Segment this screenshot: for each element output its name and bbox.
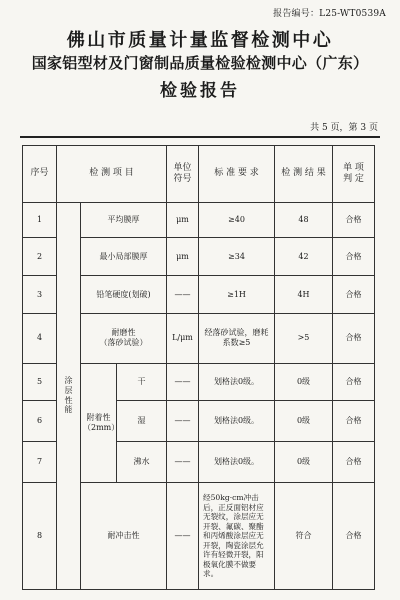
header-rule <box>20 136 380 138</box>
report-number: 报告编号：L25-WT0539A <box>273 9 386 19</box>
organization-name: 佛山市质量计量监督检测中心 <box>66 30 334 51</box>
row-requirement: ≥1H <box>199 276 275 314</box>
row-unit: μm <box>167 238 199 276</box>
row-seq: 7 <box>23 441 57 482</box>
category-label: 涂层性能 <box>64 376 73 415</box>
row-result: 0级 <box>275 441 333 482</box>
document-title: 检验报告 <box>160 81 240 101</box>
row-seq: 8 <box>23 483 57 590</box>
category-cell <box>57 202 81 589</box>
organization-subname: 国家铝型材及门窗制品质量检验检测中心（广东） <box>31 54 369 72</box>
row-requirement: ≥34 <box>199 238 275 276</box>
row-verdict: 合格 <box>333 202 375 237</box>
header-result: 检 测 结 果 <box>275 146 333 203</box>
row-result: 符合 <box>275 483 333 590</box>
row-unit: —— <box>167 441 199 482</box>
row-verdict: 合格 <box>333 363 375 401</box>
row-item: 铅笔硬度(划破) <box>81 276 167 314</box>
inspection-table <box>22 145 375 590</box>
row-unit: —— <box>167 363 199 401</box>
row-unit: μm <box>167 202 199 237</box>
row-item: 平均膜厚 <box>81 202 167 237</box>
row-result: 48 <box>275 202 333 237</box>
header-seq: 序号 <box>23 146 57 203</box>
row-item: 沸水 <box>117 441 167 482</box>
row-result: 4H <box>275 276 333 314</box>
row-seq: 3 <box>23 276 57 314</box>
row-seq: 2 <box>23 238 57 276</box>
row-unit: L/μm <box>167 313 199 363</box>
table-row <box>23 202 375 237</box>
row-seq: 1 <box>23 202 57 237</box>
table-header-row <box>23 146 375 203</box>
row-unit: —— <box>167 483 199 590</box>
row-requirement: 划格法0级。 <box>199 401 275 441</box>
row-seq: 4 <box>23 313 57 363</box>
row-item: 耐磨性 （落砂试验） <box>81 313 167 363</box>
row-item: 干 <box>117 363 167 401</box>
row-verdict: 合格 <box>333 313 375 363</box>
header-item: 检 测 项 目 <box>57 146 167 203</box>
row-verdict: 合格 <box>333 483 375 590</box>
header-verdict: 单 项 判 定 <box>333 146 375 203</box>
row-requirement: 划格法0级。 <box>199 441 275 482</box>
row-requirement: 划格法0级。 <box>199 363 275 401</box>
row-result: 0级 <box>275 363 333 401</box>
row-item: 湿 <box>117 401 167 441</box>
row-verdict: 合格 <box>333 238 375 276</box>
row-result: >5 <box>275 313 333 363</box>
row-requirement: ≥40 <box>199 202 275 237</box>
row-seq: 6 <box>23 401 57 441</box>
row-requirement: 经50kg·cm冲击后，正反面铝材应无裂纹，涂层应无开裂、氟碳、聚酯和丙烯酸涂层应无开裂，陶瓷涂层允许有轻微开裂，阳极氧化膜不做要求。 <box>199 483 275 590</box>
adhesion-group: 附着性 （2mm） <box>81 363 117 482</box>
row-result: 42 <box>275 238 333 276</box>
row-unit: —— <box>167 276 199 314</box>
header-unit: 单位 符号 <box>167 146 199 203</box>
row-seq: 5 <box>23 363 57 401</box>
row-requirement: 经落砂试验，磨耗系数≥5 <box>199 313 275 363</box>
page-info: 共 5 页，第 3 页 <box>310 123 378 133</box>
row-verdict: 合格 <box>333 441 375 482</box>
row-verdict: 合格 <box>333 276 375 314</box>
header-requirement: 标 准 要 求 <box>199 146 275 203</box>
row-unit: —— <box>167 401 199 441</box>
row-item: 最小局部膜厚 <box>81 238 167 276</box>
row-verdict: 合格 <box>333 401 375 441</box>
row-item: 耐冲击性 <box>81 483 167 590</box>
row-result: 0级 <box>275 401 333 441</box>
